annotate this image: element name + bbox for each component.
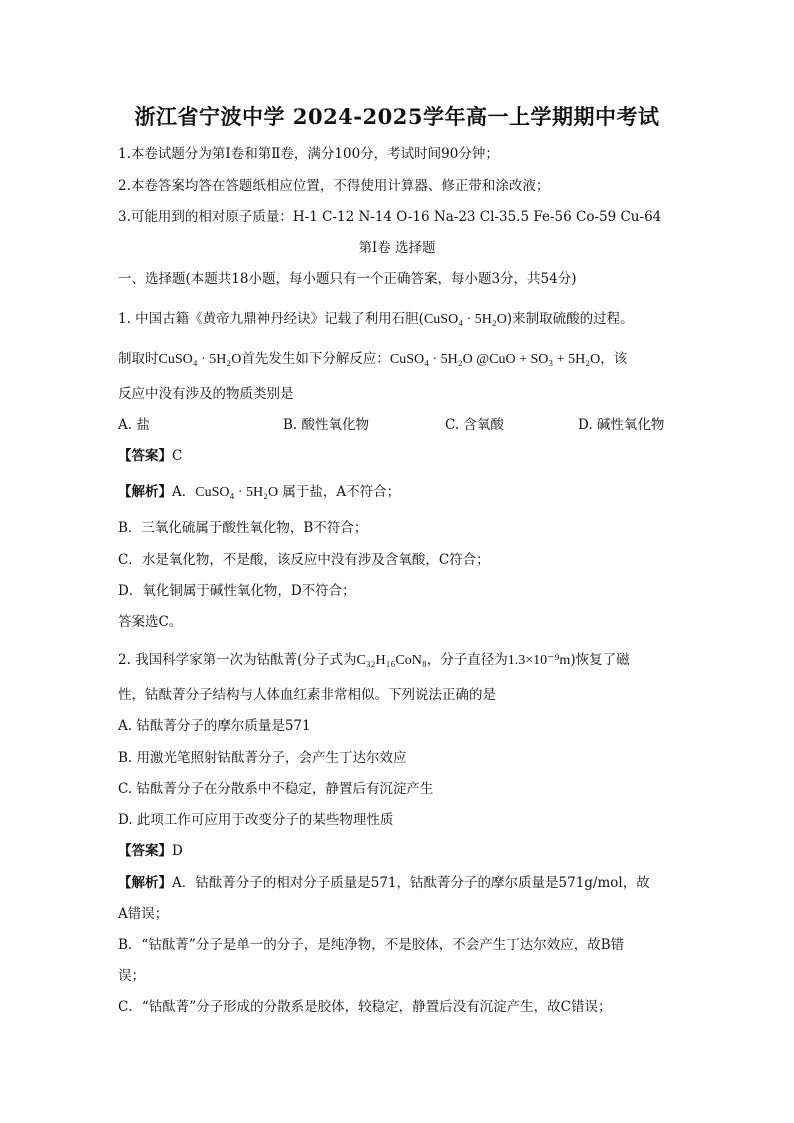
q1-stem-text: 首先发生如下分解反应： (241, 351, 390, 367)
section-title: 第Ⅰ卷 选择题 (358, 240, 436, 256)
q2-analysis-a-cont: A错误； (118, 906, 169, 922)
q1-formula: CuSO₄ · 5H₂O (158, 352, 242, 367)
q1-stem-text: )来制取硫酸的过程。 (506, 311, 634, 327)
analysis-formula: CuSO₄ · 5H₂O (195, 485, 279, 500)
q1-stem-line-2 (118, 350, 678, 369)
q1-analysis-c: C．水是氧化物，不是酸，该反应中没有涉及含氧酸，C符合； (118, 552, 490, 568)
note-3: 3.可能用到的相对原子质量：H-1 C-12 N-14 O-16 Na-23 Cl-35.5 Fe-56 Co-59 Cu-64 (118, 209, 662, 225)
q1-stem-line-3: 反应中没有涉及的物质类别是 (118, 386, 294, 402)
q2-option-a: A. 钴酞菁分子的摩尔质量是571 (118, 718, 311, 734)
analysis-text: A． (172, 484, 196, 500)
q2-formula: C₃₂H₁₆CoN₈ (356, 653, 427, 668)
note-2: 2.本卷答案均答在答题纸相应位置，不得使用计算器、修正带和涂改液； (118, 178, 550, 194)
q2-diameter: 1.3×10⁻⁹m (507, 653, 571, 668)
q1-conclusion: 答案选C。 (118, 614, 183, 630)
page-title: 浙江省宁波中学 2024-2025学年高一上学期期中考试 (134, 104, 660, 129)
answer-value: C (172, 448, 183, 464)
q1-option-d: D. 碱性氧化物 (578, 417, 665, 433)
q2-stem-text: ，分子直径为 (426, 652, 508, 668)
q2-stem-text: )恢复了磁 (570, 652, 630, 668)
part-heading: 一、选择题(本题共18小题，每小题只有一个正确答案，每小题3分，共54分) (118, 271, 577, 287)
q1-formula: CuSO₄ · 5H₂O (423, 312, 507, 327)
analysis-text: 属于盐，A不符合； (278, 484, 401, 500)
q2-analysis-a (118, 874, 678, 892)
q1-analysis-d: D．氧化铜属于碱性氧化物，D不符合； (118, 583, 356, 599)
q2-stem-line-2: 性，钴酞菁分子结构与人体血红素非常相似。下列说法正确的是 (118, 687, 496, 703)
q1-analysis-b: B．三氧化硫属于酸性氧化物，B不符合； (118, 520, 368, 536)
q1-stem-text: 制取时 (118, 351, 159, 367)
q2-answer (118, 842, 678, 860)
q2-stem-text: 2. 我国科学家第一次为钴酞菁(分子式为 (118, 652, 357, 668)
q1-equation: CuSO₄ · 5H₂O @CuO + SO₃ + 5H₂O (389, 352, 601, 367)
note-1: 1.本卷试题分为第Ⅰ卷和第Ⅱ卷，满分100分，考试时间90分钟； (118, 146, 499, 162)
q1-stem-text: ，该 (600, 351, 628, 367)
q1-option-a: A. 盐 (118, 417, 150, 433)
q2-stem-line-1 (118, 651, 678, 670)
analysis-label: 【解析】 (118, 484, 172, 500)
q2-option-d: D. 此项工作可应用于改变分子的某些物理性质 (118, 812, 394, 828)
q2-option-c: C. 钴酞菁分子在分散系中不稳定，静置后有沉淀产生 (118, 781, 434, 797)
q1-answer (118, 447, 678, 465)
q1-option-b: B. 酸性氧化物 (283, 417, 370, 433)
q1-option-c: C. 含氧酸 (445, 417, 504, 433)
analysis-text: A．钴酞菁分子的相对分子质量是571，钴酞菁分子的摩尔质量是571g/mol，故 (172, 875, 650, 891)
q2-option-b: B. 用激光笔照射钴酞菁分子，会产生丁达尔效应 (118, 750, 407, 766)
answer-value: D (172, 843, 183, 859)
q1-stem-text: 1. 中国古籍《黄帝九鼎神丹经诀》记载了利用石胆( (118, 311, 424, 327)
q2-analysis-c: C．“钴酞菁”分子形成的分散系是胶体，较稳定，静置后没有沉淀产生，故C错误； (118, 999, 612, 1015)
analysis-label: 【解析】 (118, 875, 172, 891)
q2-analysis-b: B．“钴酞菁”分子是单一的分子，是纯净物，不是胶体，不会产生丁达尔效应，故B错 (118, 937, 625, 953)
q1-stem-line-1 (118, 310, 678, 329)
answer-label: 【答案】 (118, 448, 172, 464)
q1-analysis-a (118, 483, 678, 502)
answer-label: 【答案】 (118, 843, 172, 859)
q2-analysis-b-cont: 误； (118, 968, 145, 984)
